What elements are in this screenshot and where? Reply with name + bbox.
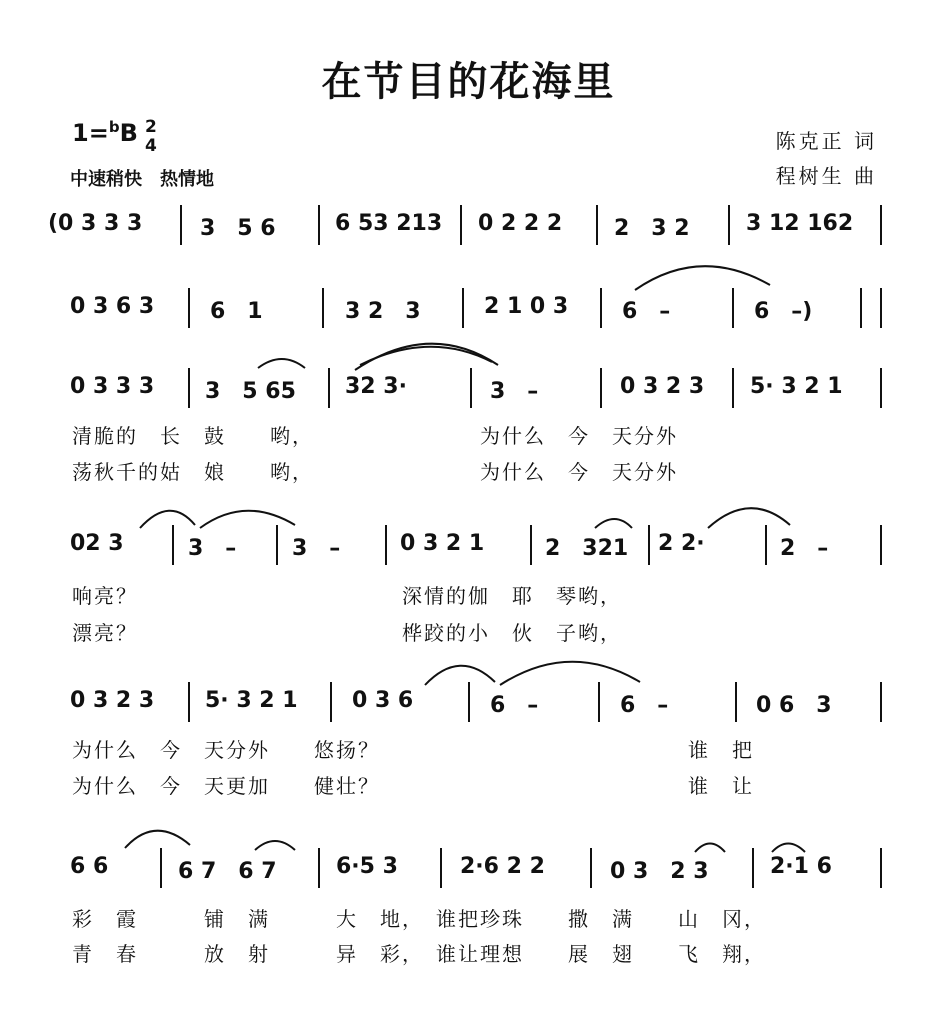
lyric-line-2: 漂亮？ 桦跤的小 伙 子哟，: [72, 621, 622, 645]
time-signature: [145, 118, 157, 156]
measure: 0 3 2 1: [400, 531, 485, 556]
measure: 3 2 3: [345, 299, 421, 324]
measure: 6 6: [70, 854, 109, 879]
measure: 3 –: [188, 536, 237, 561]
lyric-line-1: 彩 霞 铺 满 大 地， 谁把珍珠 撒 满 山 冈，: [72, 907, 766, 931]
measure: 6 7 6 7: [178, 859, 277, 884]
measure: 02 3: [70, 531, 124, 556]
barline: [732, 288, 734, 328]
lyric-line-2: 为什么 今 天更加 健壮？ 谁 让: [72, 774, 754, 798]
lyricist-credit: 陈克正 词: [775, 129, 877, 153]
barline: [180, 205, 182, 245]
barline: [385, 525, 387, 565]
measure: 2 3 2: [614, 216, 690, 241]
measure: 3 –: [292, 536, 341, 561]
barline: [735, 682, 737, 722]
measure: 0 3 6 3: [70, 294, 155, 319]
measure: 0 2 2 2: [478, 211, 563, 236]
key-prefix: 1=: [72, 119, 109, 147]
barline: [318, 205, 320, 245]
measure: 6 –: [490, 693, 539, 718]
barline: [468, 682, 470, 722]
measure: 0 3 3 3: [70, 374, 155, 399]
measure: 3 –: [490, 379, 539, 404]
barline: [440, 848, 442, 888]
measure: 6 –): [754, 299, 813, 324]
barline: [732, 368, 734, 408]
notes-line: [0, 682, 937, 722]
measure: (0 3 3 3: [48, 211, 143, 236]
measure: 0 3 6: [352, 688, 414, 713]
barline: [880, 525, 882, 565]
barline: [160, 848, 162, 888]
barline: [328, 368, 330, 408]
measure: 2 321: [545, 536, 629, 561]
barline: [728, 205, 730, 245]
barline: [596, 205, 598, 245]
lyric-line-2: 荡秋千的姑 娘 哟， 为什么 今 天分外: [72, 460, 678, 484]
barline: [598, 682, 600, 722]
measure: 0 3 2 3: [620, 374, 705, 399]
lyric-line-2: 青 春 放 射 异 彩， 谁让理想 展 翅 飞 翔，: [72, 942, 766, 966]
barline: [462, 288, 464, 328]
barline: [600, 368, 602, 408]
measure: 6 53 213: [335, 211, 443, 236]
barline: [880, 682, 882, 722]
measure: 6 –: [622, 299, 671, 324]
barline: [648, 525, 650, 565]
key-note: B: [119, 119, 138, 147]
barline: [188, 288, 190, 328]
notes-line: [0, 205, 937, 245]
measure: 6 1: [210, 299, 263, 324]
measure: 2·1 6: [770, 854, 832, 879]
tempo-marking: 中速稍快 热情地: [70, 169, 214, 190]
meter-top: 2: [145, 117, 157, 137]
measure: 0 3 2 3: [610, 859, 709, 884]
barline: [860, 288, 862, 328]
barline: [330, 682, 332, 722]
measure: 32 3·: [345, 374, 407, 399]
measure: 5· 3 2 1: [750, 374, 843, 399]
notes-line: [0, 525, 937, 565]
barline: [188, 682, 190, 722]
barline: [880, 368, 882, 408]
measure: 2 –: [780, 536, 829, 561]
barline: [880, 205, 882, 245]
composer-credit: 程树生 曲: [775, 164, 877, 188]
measure: 3 12 162: [746, 211, 854, 236]
notes-line: [0, 368, 937, 408]
meter-bottom: 4: [145, 136, 157, 156]
measure: 0 3 2 3: [70, 688, 155, 713]
barline: [590, 848, 592, 888]
barline: [880, 848, 882, 888]
song-title: 在节目的花海里: [321, 58, 616, 105]
lyric-line-1: 清脆的 长 鼓 哟， 为什么 今 天分外: [72, 424, 678, 448]
measure: 2 2·: [658, 531, 705, 556]
barline: [765, 525, 767, 565]
barline: [322, 288, 324, 328]
barline: [880, 288, 882, 328]
lyric-line-1: 为什么 今 天分外 悠扬？ 谁 把: [72, 738, 754, 762]
measure: 6 –: [620, 693, 669, 718]
measure: 2 1 0 3: [484, 294, 569, 319]
barline: [530, 525, 532, 565]
measure: 6·5 3: [336, 854, 398, 879]
lyric-line-1: 响亮？ 深情的伽 耶 琴哟，: [72, 584, 622, 608]
barline: [600, 288, 602, 328]
barline: [172, 525, 174, 565]
flat-sign: b: [108, 118, 120, 136]
measure: 2·6 2 2: [460, 854, 545, 879]
measure: 0 6 3: [756, 693, 832, 718]
barline: [276, 525, 278, 565]
notes-line: [0, 288, 937, 328]
measure: 3 5 65: [205, 379, 296, 404]
key-signature: [72, 118, 138, 147]
notes-line: [0, 848, 937, 888]
barline: [460, 205, 462, 245]
barline: [752, 848, 754, 888]
measure: 5· 3 2 1: [205, 688, 298, 713]
barline: [318, 848, 320, 888]
barline: [470, 368, 472, 408]
barline: [188, 368, 190, 408]
measure: 3 5 6: [200, 216, 276, 241]
